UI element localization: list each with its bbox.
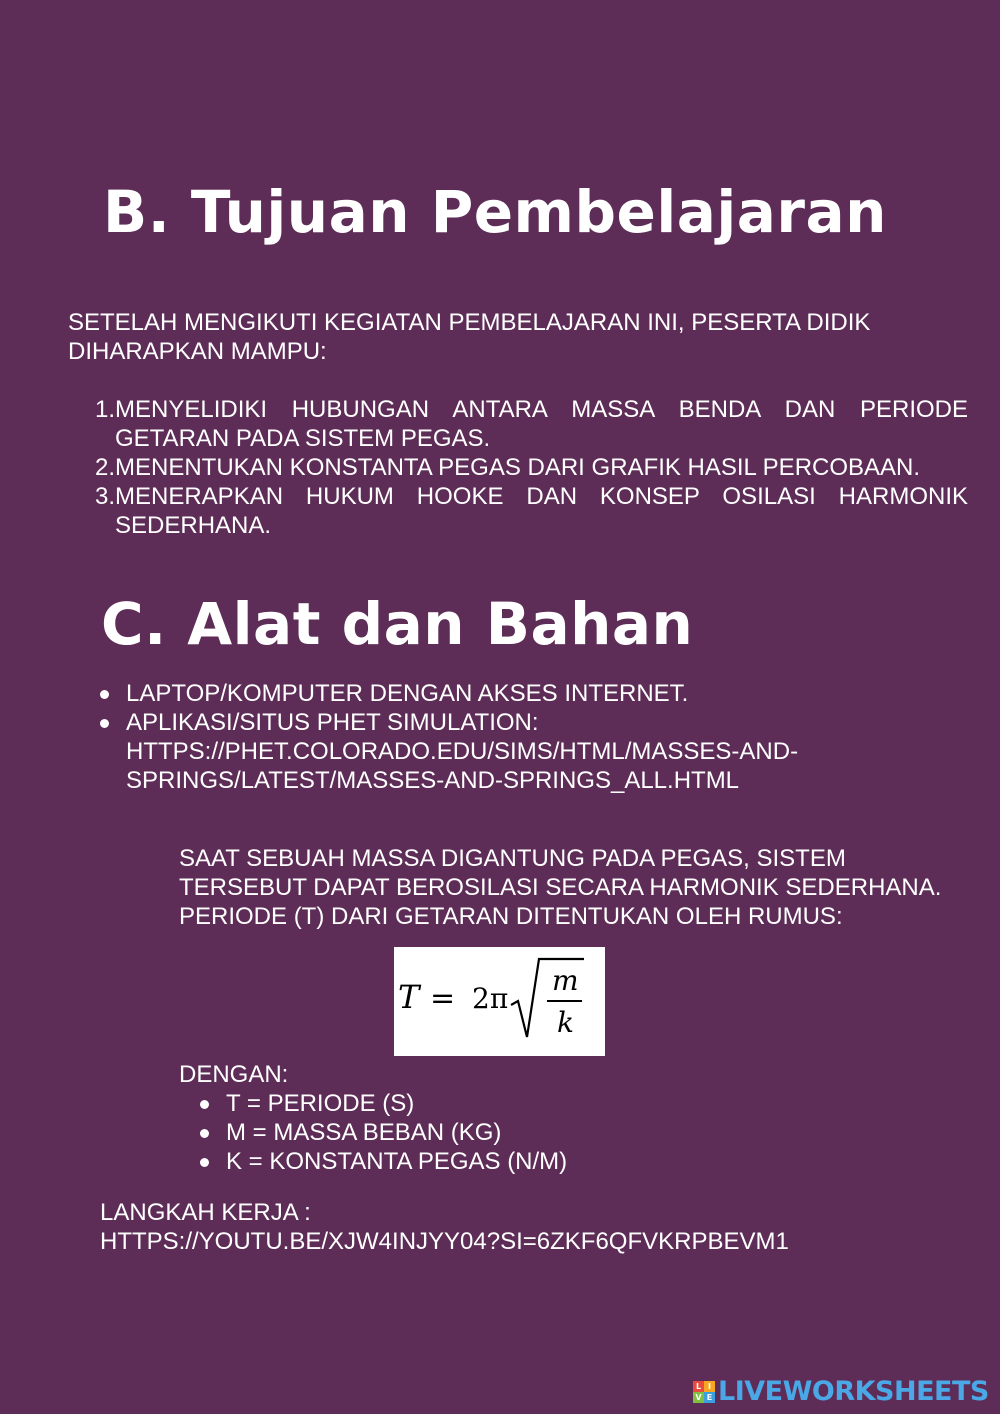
- variable-text: M = MASSA BEBAN (KG): [226, 1119, 502, 1146]
- logo-letter: E: [704, 1392, 715, 1403]
- goal-item: [68, 453, 968, 482]
- variable-text: K = KONSTANTA PEGAS (N/M): [226, 1148, 568, 1175]
- section-c-title: C. Alat dan Bahan: [101, 590, 694, 658]
- logo-letter: I: [704, 1381, 715, 1392]
- dengan-label: DENGAN:: [179, 1061, 289, 1088]
- goal-text: MENYELIDIKI HUBUNGAN ANTARA MASSA BENDA DAN PERIODE GETARAN PADA SISTEM PEGAS.: [115, 396, 968, 452]
- tool-text: LAPTOP/KOMPUTER DENGAN AKSES INTERNET.: [126, 680, 689, 707]
- steps-link[interactable]: HTTPS://YOUTU.BE/XJW4INJYY04?SI=6ZKF6QFVKRPBEVM1: [100, 1228, 789, 1255]
- goal-text: MENERAPKAN HUKUM HOOKE DAN KONSEP OSILASI HARMONIK SEDERHANA.: [115, 483, 968, 539]
- liveworksheets-logo[interactable]: [693, 1376, 989, 1407]
- formula-equals: =: [430, 981, 456, 1016]
- tools-list: [96, 679, 956, 795]
- list-item: [96, 679, 956, 708]
- learning-goals-list: [68, 395, 968, 540]
- intro-text: SETELAH MENGIKUTI KEGIATAN PEMBELAJARAN INI, PESERTA DIDIK DIHARAPKAN MAMPU:: [68, 309, 871, 365]
- list-item: [196, 1089, 567, 1118]
- formula-lhs: T: [398, 978, 420, 1016]
- logo-text: LIVEWORKSHEETS: [718, 1376, 989, 1407]
- goal-text: MENENTUKAN KONSTANTA PEGAS DARI GRAFIK HASIL PERCOBAAN.: [115, 454, 921, 481]
- goal-item: [68, 482, 968, 540]
- section-b-title: B. Tujuan Pembelajaran: [103, 178, 887, 246]
- list-item: [96, 708, 956, 795]
- bullet-icon: [196, 1089, 226, 1118]
- goal-item: [68, 395, 968, 453]
- logo-letter: L: [693, 1381, 704, 1392]
- variable-text: T = PERIODE (S): [226, 1090, 415, 1117]
- formula-denominator: k: [557, 1006, 574, 1039]
- list-item: [196, 1147, 567, 1176]
- bullet-icon: [96, 708, 126, 795]
- goal-number: 1.: [94, 396, 115, 423]
- logo-letter: V: [693, 1392, 704, 1403]
- variables-list: [196, 1089, 567, 1176]
- goal-number: 3.: [94, 483, 115, 510]
- period-formula: [394, 947, 605, 1056]
- steps-label: LANGKAH KERJA :: [100, 1199, 311, 1226]
- theory-text: SAAT SEBUAH MASSA DIGANTUNG PADA PEGAS, SISTEM TERSEBUT DAPAT BEROSILASI SECARA HARMONIK SEDERHANA. PERIODE (T) DARI GETARAN DITENTUKAN OLEH RUMUS:: [179, 845, 942, 930]
- list-item: [196, 1118, 567, 1147]
- formula-coefficient: 2π: [472, 982, 509, 1015]
- bullet-icon: [96, 679, 126, 708]
- formula-svg: [394, 947, 605, 1056]
- tool-text[interactable]: APLIKASI/SITUS PHET SIMULATION: HTTPS://PHET.COLORADO.EDU/SIMS/HTML/MASSES-AND-SPRINGS/LATEST/MASSES-AND-SPRINGS_ALL.HTML: [126, 709, 799, 794]
- bullet-icon: [196, 1118, 226, 1147]
- goal-number: 2.: [94, 454, 115, 481]
- steps-block: [100, 1198, 980, 1256]
- logo-mark-icon: [693, 1381, 715, 1403]
- bullet-icon: [196, 1147, 226, 1176]
- formula-numerator: m: [552, 964, 579, 997]
